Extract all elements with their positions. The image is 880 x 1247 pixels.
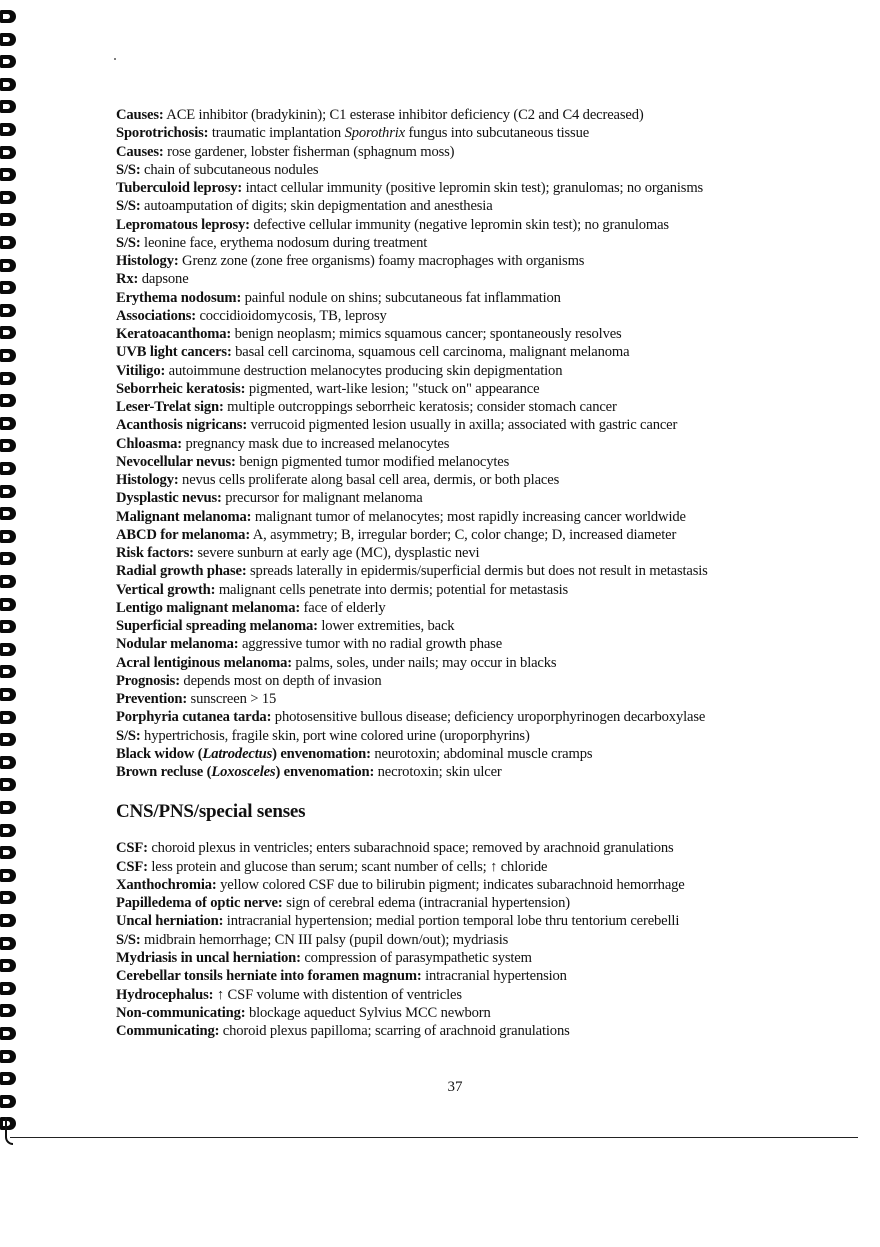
entry-line: [116, 398, 816, 416]
entry-term: Black widow (Latrodectus) envenomation:: [116, 745, 371, 762]
entry-term: Radial growth phase:: [116, 563, 247, 580]
entry-description: malignant tumor of melanocytes; most rapidly increasing cancer worldwide: [251, 508, 686, 525]
entry-term: Tuberculoid leprosy:: [116, 180, 243, 196]
entry-line: [116, 343, 816, 361]
entry-description: benign neoplasm; mimics squamous cancer; spontaneously resolves: [231, 326, 622, 342]
entry-description: spreads laterally in epidermis/superficial dermis but does not result in metastasis: [246, 563, 708, 580]
entry-description: face of elderly: [300, 599, 386, 616]
binding-coil: [0, 417, 16, 430]
entry-line: [116, 161, 816, 179]
binding-coil: [0, 1004, 16, 1017]
binding-coil: [0, 846, 16, 859]
entry-term: Erythema nodosum:: [116, 289, 242, 306]
entry-line: [116, 654, 816, 672]
binding-coil: [0, 665, 16, 678]
entry-term: S/S:: [116, 198, 141, 215]
entry-line: [116, 876, 816, 894]
entry-line: [116, 508, 816, 526]
entry-term: S/S:: [116, 161, 141, 178]
entry-description: yellow colored CSF due to bilirubin pigment; indicates subarachnoid hemorrhage: [216, 876, 685, 893]
entry-description: severe sunburn at early age (MC), dysplastic nevi: [193, 545, 480, 561]
scan-speck: [114, 58, 116, 60]
binding-coil: [0, 33, 16, 46]
entry-line: [116, 617, 816, 635]
entry-term: Papilledema of optic nerve:: [116, 895, 283, 912]
binding-coil: [0, 281, 16, 294]
entry-term: Sporotrichosis:: [116, 125, 209, 142]
entry-term: CSF:: [116, 840, 148, 857]
binding-coil: [0, 259, 16, 272]
entry-description: palms, soles, under nails; may occur in blacks: [291, 654, 557, 671]
entry-term: Xanthochromia:: [116, 876, 217, 893]
entry-description: chain of subcutaneous nodules: [140, 161, 319, 178]
entry-term: UVB light cancers:: [116, 344, 232, 361]
entry-line: [116, 252, 816, 270]
entry-description: autoamputation of digits; skin depigmentation and anesthesia: [140, 198, 493, 215]
entry-description: intracranial hypertension: [421, 968, 567, 985]
binding-coil: [0, 146, 16, 159]
entry-description: aggressive tumor with no radial growth phase: [238, 636, 503, 653]
entry-term: Leser-Trelat sign:: [116, 399, 224, 415]
entry-term: Rx:: [116, 271, 139, 288]
binding-coil: [0, 462, 16, 475]
entry-term: Vitiligo:: [116, 362, 166, 379]
entry-description: defective cellular immunity (negative lepromin skin test); no granulomas: [249, 216, 669, 233]
entry-line: [116, 708, 816, 726]
entry-description: precursor for malignant melanoma: [221, 490, 423, 507]
entry-description: intracranial hypertension; medial portion temporal lobe thru tentorium cerebelli: [223, 913, 680, 930]
entry-line: [116, 453, 816, 471]
entry-term: Risk factors:: [116, 545, 194, 561]
page-content: [116, 106, 816, 1041]
entry-line: [116, 544, 816, 562]
entry-term: Mydriasis in uncal herniation:: [116, 950, 301, 967]
binding-coil: [0, 326, 16, 339]
entry-description: ACE inhibitor (bradykinin); C1 esterase inhibitor deficiency (C2 and C4 decreased): [163, 107, 644, 123]
entry-term: Seborrheic keratosis:: [116, 380, 246, 397]
entry-term: Causes:: [116, 143, 164, 160]
entry-description: blockage aqueduct Sylvius MCC newborn: [245, 1004, 491, 1021]
entry-term: Nodular melanoma:: [116, 636, 239, 653]
entry-description: verrucoid pigmented lesion usually in axilla; associated with gastric cancer: [247, 417, 678, 434]
binding-coil: [0, 711, 16, 724]
entry-line: [116, 197, 816, 215]
entry-line: [116, 307, 816, 325]
entry-description: choroid plexus in ventricles; enters subarachnoid space; removed by arachnoid granulations: [147, 840, 674, 857]
entry-description: sunscreen > 15: [187, 691, 277, 707]
entry-description: nevus cells proliferate along basal cell area, dermis, or both places: [178, 472, 560, 488]
entry-term: Communicating:: [116, 1023, 220, 1040]
entry-term: Keratoacanthoma:: [116, 326, 232, 342]
binding-coil: [0, 959, 16, 972]
entry-description: compression of parasympathetic system: [300, 950, 532, 967]
binding-coil: [0, 869, 16, 882]
entry-line: [116, 143, 816, 161]
entry-line: [116, 234, 816, 252]
entry-line: [116, 763, 816, 781]
entry-line: [116, 489, 816, 507]
entry-description: intact cellular immunity (positive lepromin skin test); granulomas; no organisms: [242, 180, 704, 196]
entry-description: multiple outcroppings seborrheic keratosis; consider stomach cancer: [223, 399, 617, 415]
entry-term: CSF:: [116, 858, 148, 875]
binding-coil: [0, 778, 16, 791]
entry-description: leonine face, erythema nodosum during treatment: [140, 234, 428, 251]
entry-line: [116, 858, 816, 876]
spiral-binding: [0, 4, 20, 1144]
entry-line: [116, 289, 816, 307]
binding-coil: [0, 439, 16, 452]
entry-term: Prevention:: [116, 691, 188, 707]
entry-line: [116, 949, 816, 967]
entry-line: [116, 179, 816, 197]
entry-description: necrotoxin; skin ulcer: [374, 764, 502, 780]
entry-line: [116, 325, 816, 343]
entry-term: Causes:: [116, 107, 164, 123]
entry-line: [116, 599, 816, 617]
entry-list-cns: [116, 839, 816, 1040]
entry-description: photosensitive bullous disease; deficiency uroporphyrinogen decarboxylase: [271, 709, 706, 726]
entry-line: [116, 635, 816, 653]
entry-term: Malignant melanoma:: [116, 508, 252, 525]
entry-term: Acanthosis nigricans:: [116, 417, 248, 434]
entry-description: Grenz zone (zone free organisms) foamy macrophages with organisms: [178, 253, 585, 269]
entry-description: pigmented, wart-like lesion; "stuck on" appearance: [245, 380, 540, 397]
binding-coil: [0, 123, 16, 136]
binding-coil: [0, 982, 16, 995]
entry-term: Acral lentiginous melanoma:: [116, 654, 292, 671]
entry-line: [116, 416, 816, 434]
entry-term: Histology:: [116, 472, 179, 488]
binding-coil: [0, 643, 16, 656]
binding-coil: [0, 914, 16, 927]
entry-term: S/S:: [116, 931, 141, 948]
entry-line: [116, 526, 816, 544]
entry-line: [116, 1004, 816, 1022]
binding-coil: [0, 575, 16, 588]
entry-line: [116, 216, 816, 234]
entry-term: Non-communicating:: [116, 1004, 246, 1021]
entry-line: [116, 986, 816, 1004]
binding-coil: [0, 10, 16, 23]
entry-list-dermatology: [116, 106, 816, 781]
entry-line: [116, 931, 816, 949]
entry-description: benign pigmented tumor modified melanocytes: [235, 453, 510, 470]
entry-term: S/S:: [116, 234, 141, 251]
entry-term: Vertical growth:: [116, 581, 216, 598]
entry-line: [116, 562, 816, 580]
binding-coil: [0, 78, 16, 91]
binding-coil: [0, 598, 16, 611]
entry-line: [116, 581, 816, 599]
entry-term: Prognosis:: [116, 672, 180, 689]
entry-description: hypertrichosis, fragile skin, port wine colored urine (uroporphyrins): [140, 727, 530, 744]
binding-coil: [0, 372, 16, 385]
entry-term: Dysplastic nevus:: [116, 490, 222, 507]
entry-term: Associations:: [116, 307, 196, 324]
entry-line: [116, 380, 816, 398]
entry-line: [116, 106, 816, 124]
entry-term: Uncal herniation:: [116, 913, 224, 930]
entry-line: [116, 1022, 816, 1040]
entry-line: [116, 967, 816, 985]
binding-coil: [0, 1072, 16, 1085]
entry-term: Nevocellular nevus:: [116, 453, 236, 470]
entry-description: pregnancy mask due to increased melanocytes: [181, 435, 450, 452]
entry-line: [116, 839, 816, 857]
entry-term: Chloasma:: [116, 435, 182, 452]
binding-coil: [0, 530, 16, 543]
binding-coil: [0, 191, 16, 204]
entry-term: Brown recluse (Loxosceles) envenomation:: [116, 764, 375, 780]
binding-coil: [0, 349, 16, 362]
entry-term: Histology:: [116, 253, 179, 269]
entry-line: [116, 912, 816, 930]
section-heading: CNS/PNS/special senses: [116, 801, 306, 823]
binding-coil: [0, 485, 16, 498]
entry-line: [116, 362, 816, 380]
page-bottom-rule: [10, 1137, 858, 1138]
binding-coil: [0, 756, 16, 769]
entry-description: rose gardener, lobster fisherman (sphagnum moss): [163, 143, 455, 160]
binding-coil: [0, 733, 16, 746]
entry-line: [116, 471, 816, 489]
entry-description: depends most on depth of invasion: [179, 672, 382, 689]
entry-description: lower extremities, back: [317, 618, 455, 634]
binding-coil: [0, 1095, 16, 1108]
entry-description: dapsone: [138, 271, 189, 288]
entry-line: [116, 745, 816, 763]
binding-coil: [0, 304, 16, 317]
entry-description: less protein and glucose than serum; scant number of cells; ↑ chloride: [147, 858, 548, 875]
entry-line: [116, 894, 816, 912]
entry-description: traumatic implantation: [208, 125, 345, 142]
binding-coil: [0, 507, 16, 520]
binding-coil: [0, 824, 16, 837]
binding-coil: [0, 937, 16, 950]
binding-coil: [0, 1027, 16, 1040]
binding-coil: [0, 394, 16, 407]
entry-term: Lentigo malignant melanoma:: [116, 599, 301, 616]
binding-edge: [5, 1117, 13, 1145]
binding-coil: [0, 891, 16, 904]
entry-term: Porphyria cutanea tarda:: [116, 709, 272, 726]
entry-description: midbrain hemorrhage; CN III palsy (pupil down/out); mydriasis: [140, 931, 509, 948]
binding-coil: [0, 55, 16, 68]
entry-description: coccidioidomycosis, TB, leprosy: [195, 307, 387, 324]
binding-coil: [0, 1050, 16, 1063]
entry-term: Lepromatous leprosy:: [116, 216, 250, 233]
entry-term: S/S:: [116, 727, 141, 744]
entry-line: [116, 690, 816, 708]
binding-coil: [0, 168, 16, 181]
entry-description: A, asymmetry; B, irregular border; C, color change; D, increased diameter: [250, 526, 677, 543]
entry-description: choroid plexus papilloma; scarring of arachnoid granulations: [219, 1023, 570, 1040]
entry-term: Hydrocephalus:: [116, 986, 214, 1003]
entry-description: malignant cells penetrate into dermis; potential for metastasis: [215, 581, 569, 598]
entry-description: sign of cerebral edema (intracranial hypertension): [282, 895, 570, 912]
entry-description: basal cell carcinoma, squamous cell carcinoma, malignant melanoma: [231, 344, 630, 361]
binding-coil: [0, 100, 16, 113]
binding-coil: [0, 801, 16, 814]
entry-line: [116, 727, 816, 745]
entry-term: ABCD for melanoma:: [116, 526, 251, 543]
binding-coil: [0, 688, 16, 701]
binding-coil: [0, 236, 16, 249]
entry-line: [116, 270, 816, 288]
entry-line: [116, 672, 816, 690]
entry-description: ↑ CSF volume with distention of ventricles: [213, 986, 462, 1003]
entry-line: [116, 435, 816, 453]
binding-coil: [0, 552, 16, 565]
entry-line: [116, 124, 816, 142]
entry-description: painful nodule on shins; subcutaneous fat inflammation: [241, 289, 561, 306]
entry-description: autoimmune destruction melanocytes producing skin depigmentation: [165, 362, 563, 379]
entry-description-cont: fungus into subcutaneous tissue: [404, 125, 590, 142]
binding-coil: [0, 620, 16, 633]
entry-term: Superficial spreading melanoma:: [116, 618, 318, 634]
entry-term: Cerebellar tonsils herniate into foramen magnum:: [116, 968, 422, 985]
page-number: 37: [447, 1079, 463, 1095]
binding-coil: [0, 213, 16, 226]
entry-italic: Sporothrix: [344, 125, 405, 142]
entry-description: neurotoxin; abdominal muscle cramps: [370, 745, 593, 762]
